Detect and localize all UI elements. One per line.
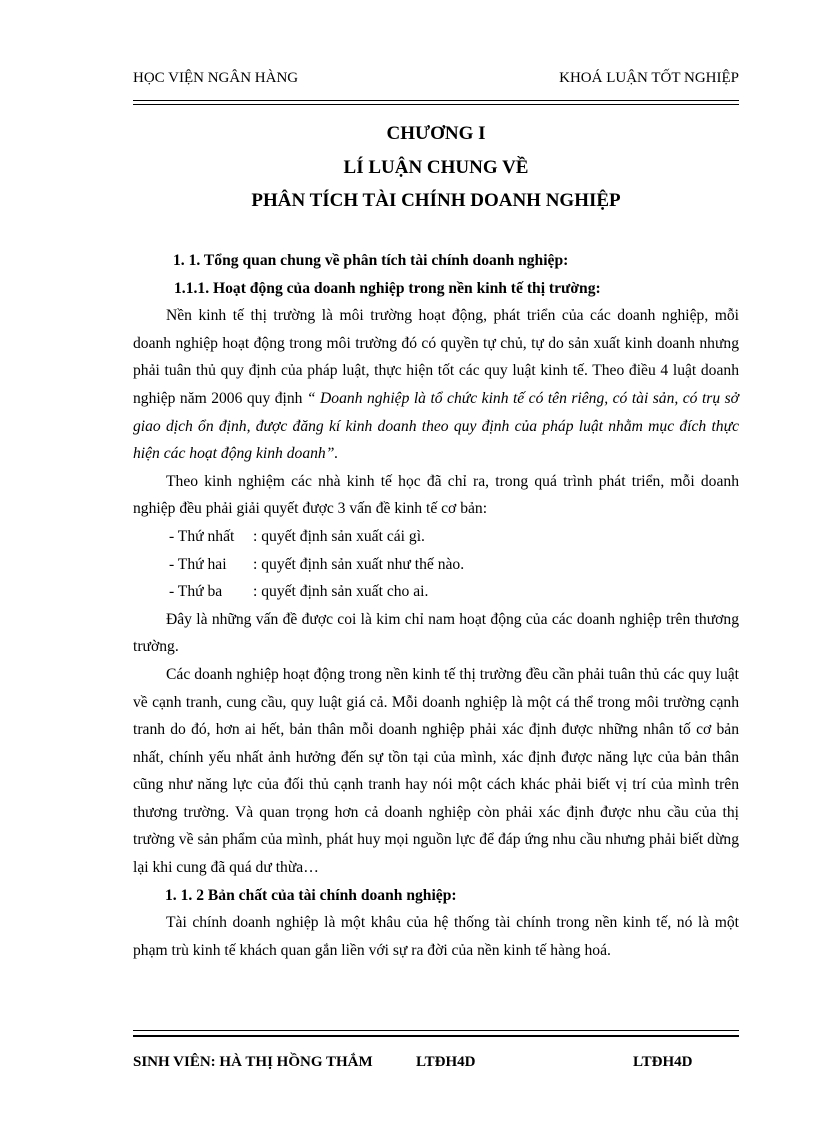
paragraph-1: [133, 302, 739, 468]
paragraph-3: Đây là những vấn đề được coi là kim chỉ nam hoạt động của các doanh nghiệp trên thương trường.: [133, 610, 739, 656]
header-divider: [133, 100, 739, 105]
list-item: [133, 523, 739, 551]
paragraph-5: Tài chính doanh nghiệp là một khâu của hệ thống tài chính trong nền kinh tế, nó là một phạm trù kinh tế khách quan gắn liền với sự ra đời của nền kinh tế hàng hoá.: [133, 914, 739, 959]
chapter-number: CHƯƠNG I: [386, 123, 486, 144]
list-item-value: : quyết định sản xuất như thế nào.: [253, 555, 465, 573]
list-item: [133, 578, 739, 606]
list-item-key: - Thứ nhất: [169, 527, 235, 545]
page-header: [133, 70, 739, 92]
header-institution: HỌC VIỆN NGÂN HÀNG: [133, 70, 299, 86]
footer-class-code: LTĐH4D: [416, 1054, 476, 1070]
section-heading-1-1: 1. 1. Tổng quan chung về phân tích tài chính doanh nghiệp:: [173, 252, 569, 269]
list-item: [133, 551, 739, 579]
paragraph-1-quote: “ Doanh nghiệp là tổ chức kinh tế có tên riêng, có tài sản, có trụ sở giao dịch ổn định, được đăng kí kinh doanh theo quy định của pháp luật nhằm mục đích thực hiện các hoạt động kinh doanh”.: [133, 389, 739, 463]
chapter-title-line-1: LÍ LUẬN CHUNG VỀ: [343, 157, 529, 178]
footer-divider: [133, 1030, 739, 1037]
list-item-value: : quyết định sản xuất cho ai.: [253, 583, 429, 601]
section-heading-1-1-1: 1.1.1. Hoạt động của doanh nghiệp trong nền kinh tế thị trường:: [174, 279, 601, 297]
footer-student-name: SINH VIÊN: HÀ THỊ HỒNG THẮM: [133, 1054, 373, 1070]
list-item-value: : quyết định sản xuất cái gì.: [253, 527, 425, 545]
paragraph-4: Các doanh nghiệp hoạt động trong nền kinh tế thị trường đều cần phải tuân thủ các quy luật về cạnh tranh, cung cầu, quy luật giá cả. Mỗi doanh nghiệp là một cá thể trong môi trường cạnh tranh do đó, hơn ai hết, bản thân mỗi doanh nghiệp phải xác định được những nhân tố cơ bản nhất, chính yếu nhất ảnh hưởng đến sự tồn tại của mình, xác định được năng lực của bản thân cũng như năng lực của đối thủ cạnh tranh hay nói một cách khác phải biết vị trí của mình trên thương trường. Và quan trọng hơn cả doanh nghiệp còn phải xác định được nhu cầu của thị trường về sản phẩm của mình, phát huy mọi nguồn lực để đáp ứng nhu cầu nhưng phải biết dừng lại khi cung đã quá dư thừa…: [133, 665, 739, 877]
header-document-type: KHOÁ LUẬN TỐT NGHIỆP: [559, 70, 739, 86]
section-heading-1-1-2: 1. 1. 2 Bản chất của tài chính doanh nghiệp:: [165, 886, 457, 904]
paragraph-2: Theo kinh nghiệm các nhà kinh tế học đã chỉ ra, trong quá trình phát triển, mỗi doanh nghiệp đều phải giải quyết được 3 vấn đề kinh tế cơ bản:: [133, 472, 739, 518]
paragraph-1-text: Nền kinh tế thị trường là môi trường hoạt động, phát triển của các doanh nghiệp, mỗi doanh nghiệp hoạt động trong môi trường đó có quyền tự chủ, tự do sản xuất kinh doanh nhưng phải tuân thủ quy định của pháp luật, thực hiện tốt các quy luật kinh tế. Theo điều 4 luật doanh nghiệp năm 2006 quy định: [133, 307, 739, 407]
chapter-title-line-2: PHÂN TÍCH TÀI CHÍNH DOANH NGHIỆP: [251, 190, 621, 211]
list-item-key: - Thứ hai: [169, 555, 227, 573]
page-footer: [133, 1054, 739, 1076]
list-item-key: - Thứ ba: [169, 583, 223, 601]
footer-class-code-right: LTĐH4D: [633, 1054, 693, 1070]
document-body: [133, 247, 739, 964]
